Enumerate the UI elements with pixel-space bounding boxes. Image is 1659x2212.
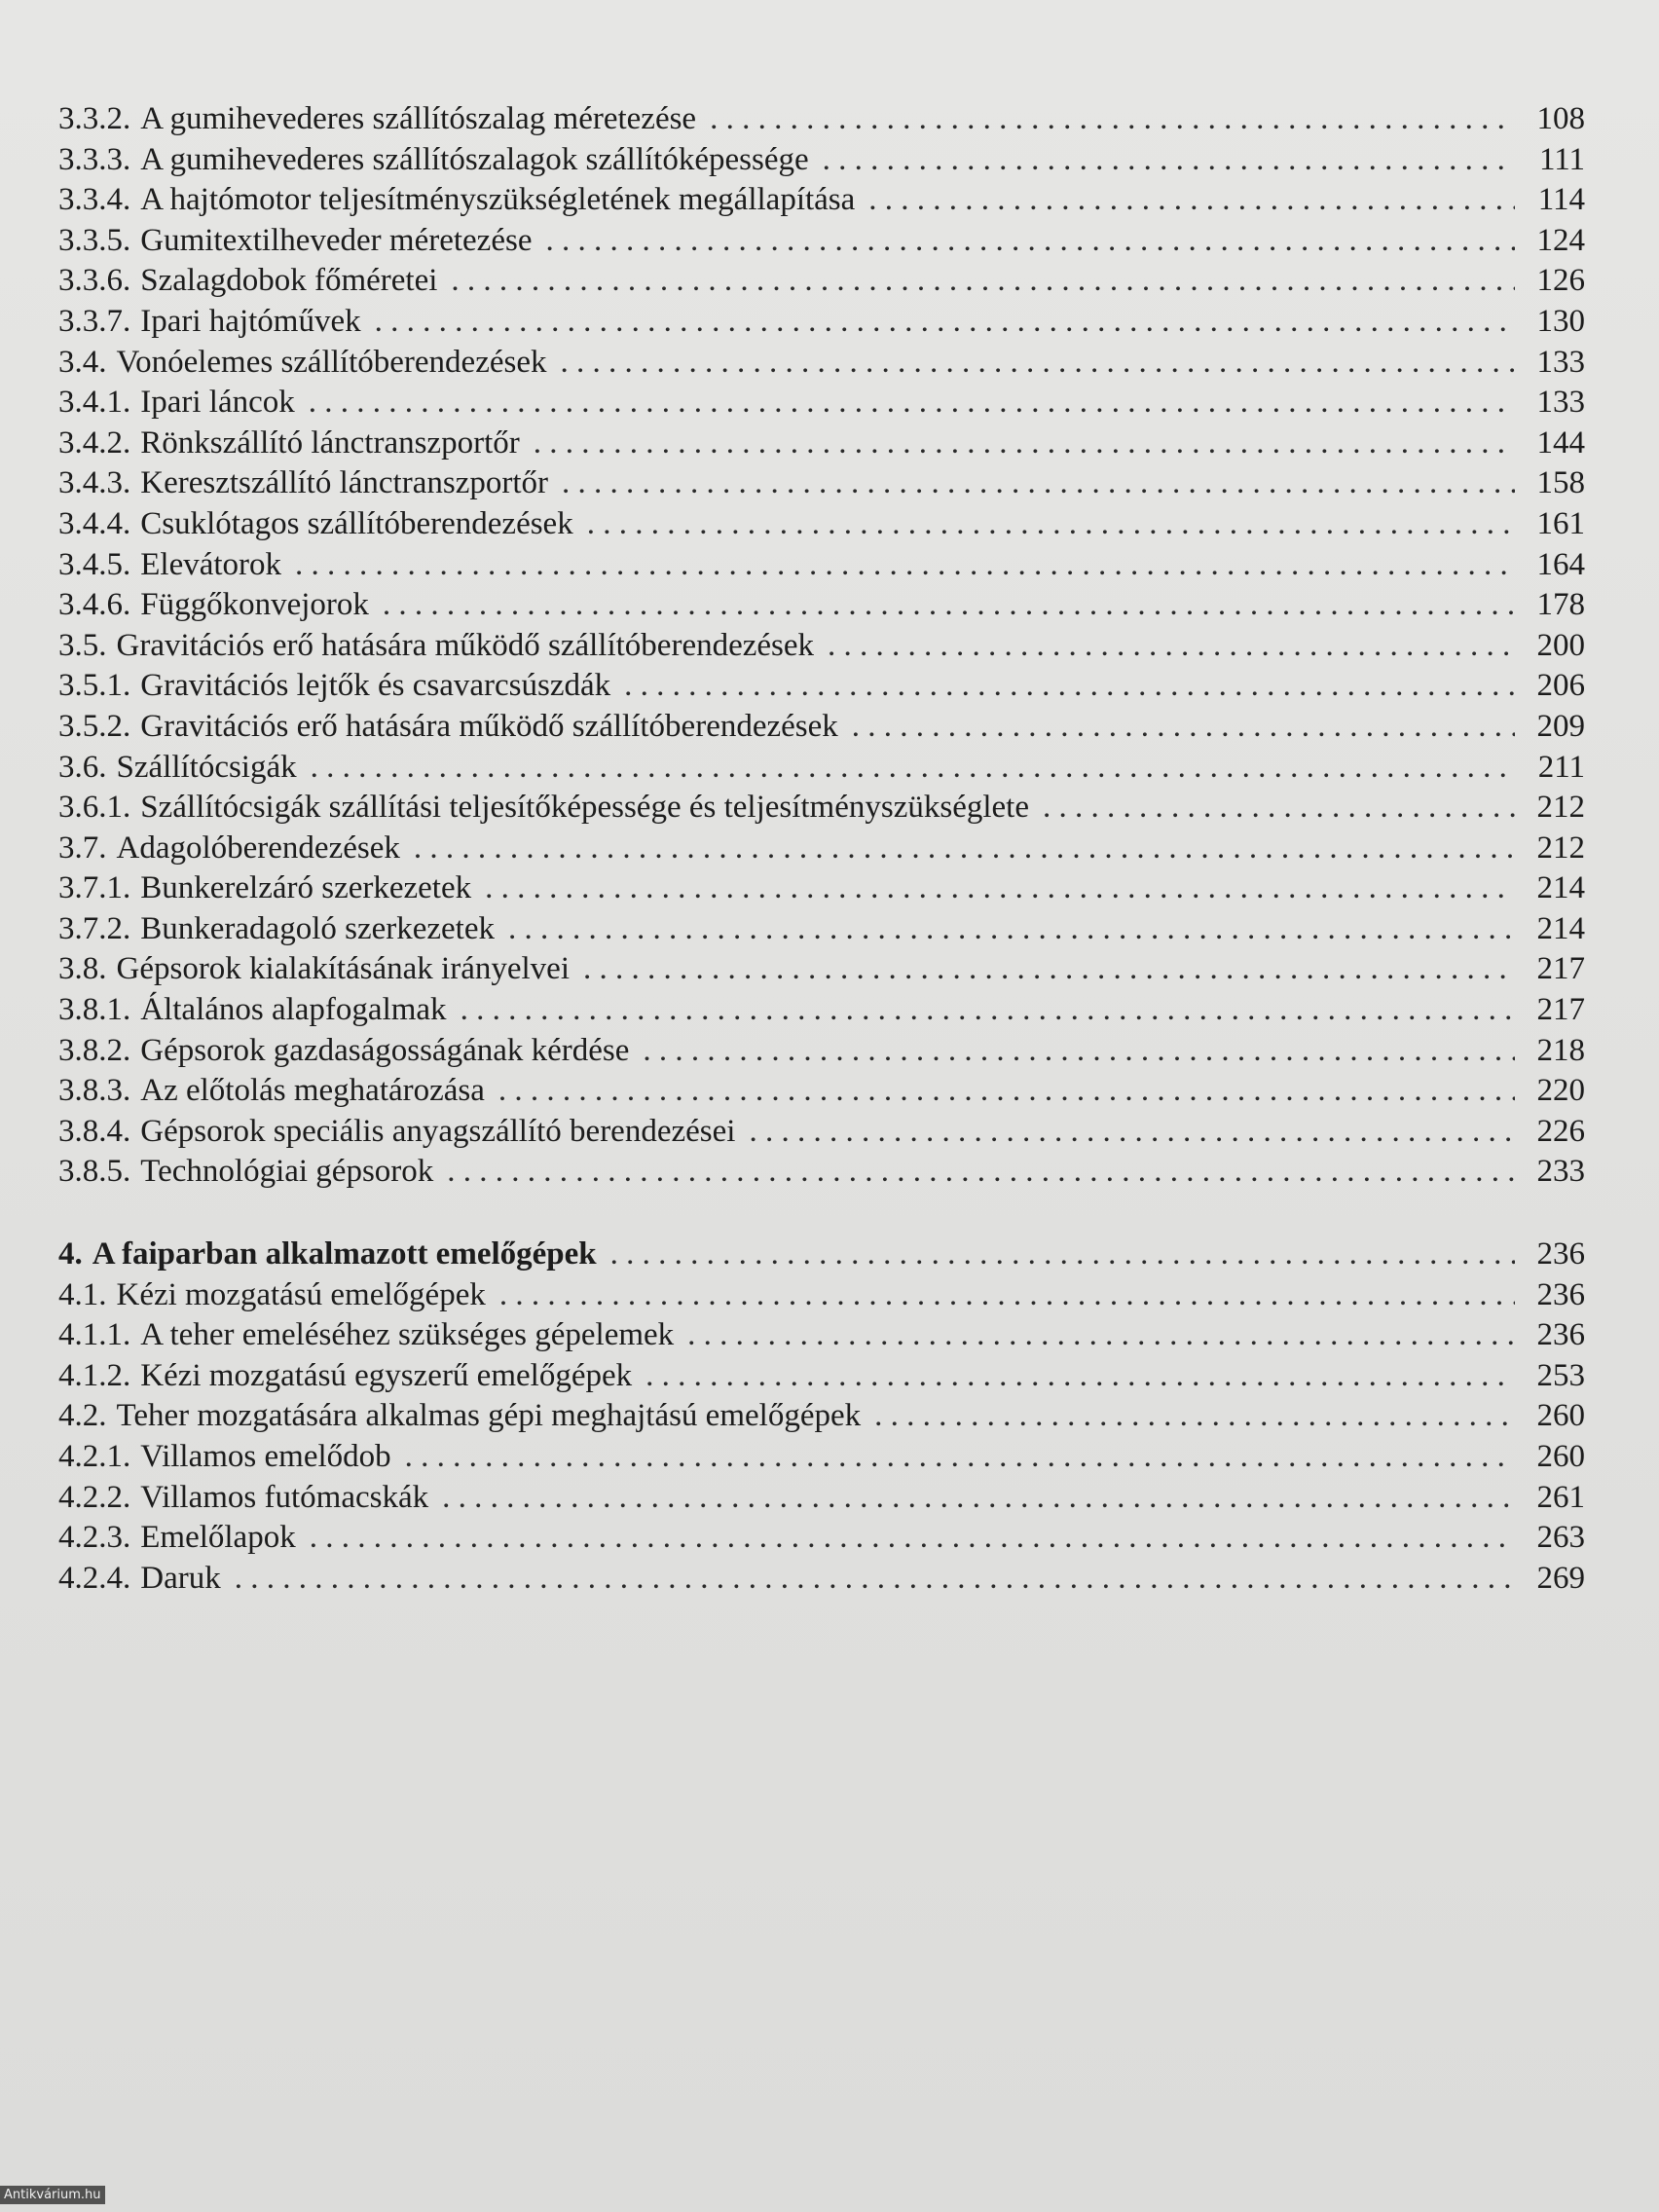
toc-entry-page-number: 158 [1536, 465, 1585, 501]
toc-entry [58, 666, 1585, 707]
dot-leader [498, 1071, 1515, 1112]
toc-entry-title: Villamos emelődob [140, 1439, 391, 1474]
toc-entry-page-number: 206 [1536, 668, 1585, 704]
toc-entry-title: Kézi mozgatású emelőgépek [116, 1276, 486, 1312]
toc-entry-page-number: 263 [1536, 1520, 1585, 1556]
toc-entry-page-number: 200 [1536, 627, 1585, 663]
dot-leader [309, 383, 1515, 424]
toc-entry-number: 3.3.7. [58, 303, 131, 339]
toc-entry-number: 4.2.1. [58, 1439, 131, 1474]
toc-entry [58, 748, 1585, 789]
toc-entry [58, 626, 1585, 667]
toc-entry [58, 1518, 1585, 1559]
toc-entry-number: 3.3.4. [58, 182, 131, 218]
toc-entry [58, 140, 1585, 181]
toc-entry [58, 302, 1585, 343]
toc-entry-number: 3.6.1. [58, 790, 131, 826]
toc-entry [58, 868, 1585, 909]
toc-entry [58, 1478, 1585, 1519]
toc-entry-page-number: 161 [1536, 505, 1585, 541]
toc-entry-number: 4. [58, 1236, 83, 1272]
toc-chapter-entry [58, 1235, 1585, 1275]
toc-entry-number: 3.8.3. [58, 1073, 131, 1109]
toc-entry-title: Bunkeradagoló szerkezetek [140, 910, 495, 946]
dot-leader [414, 829, 1515, 869]
toc-entry-page-number: 217 [1536, 992, 1585, 1028]
toc-entry-number: 3.4.1. [58, 385, 131, 421]
toc-entry-title: Villamos futómacskák [140, 1479, 429, 1515]
dot-leader [485, 868, 1515, 909]
toc-entry-page-number: 211 [1537, 749, 1585, 785]
toc-entry-title: Kézi mozgatású egyszerű emelőgépek [140, 1357, 633, 1393]
toc-entry-number: 4.1.1. [58, 1317, 131, 1353]
toc-entry-title: Ipari hajtóművek [140, 303, 361, 339]
toc-entry-page-number: 253 [1536, 1357, 1585, 1393]
toc-entry-number: 4.1. [58, 1276, 107, 1312]
toc-entry-title: Általános alapfogalmak [140, 992, 447, 1028]
toc-entry [58, 909, 1585, 950]
toc-entry-number: 3.3.2. [58, 101, 131, 136]
dot-leader [534, 424, 1515, 464]
toc-entry-page-number: 220 [1536, 1073, 1585, 1109]
toc-entry-number: 3.7.1. [58, 870, 131, 906]
toc-entry [58, 424, 1585, 464]
toc-entry-number: 4.2.3. [58, 1520, 131, 1556]
toc-entry [58, 949, 1585, 990]
toc-entry-number: 3.8.1. [58, 992, 131, 1028]
toc-entry [58, 585, 1585, 626]
toc-entry-title: A teher emeléséhez szükséges gépelemek [140, 1317, 675, 1353]
toc-entry-number: 3.8.5. [58, 1154, 131, 1190]
toc-entry-title: Szállítócsigák szállítási teljesítőképessége és teljesítményszükséglete [140, 790, 1029, 826]
toc-entry-title: Keresztszállító lánctranszportőr [140, 465, 548, 501]
toc-entry-number: 3.5. [58, 627, 107, 663]
toc-entry [58, 221, 1585, 262]
toc-entry-page-number: 226 [1536, 1113, 1585, 1149]
table-of-contents [58, 99, 1585, 1599]
toc-entry-number: 3.6. [58, 749, 107, 785]
dot-leader [560, 343, 1515, 384]
toc-entry-title: Gravitációs lejtők és csavarcsúszdák [140, 668, 611, 704]
toc-entry [58, 707, 1585, 748]
toc-entry-title: Emelőlapok [140, 1520, 296, 1556]
dot-leader [442, 1478, 1515, 1519]
dot-leader [375, 302, 1515, 343]
toc-entry-number: 3.8.4. [58, 1113, 131, 1149]
toc-entry [58, 463, 1585, 504]
dot-leader [508, 909, 1515, 950]
toc-entry-title: A faiparban alkalmazott emelőgépek [92, 1236, 597, 1272]
toc-entry-page-number: 236 [1536, 1236, 1585, 1272]
toc-entry [58, 1437, 1585, 1478]
toc-entry-title: Bunkerelzáró szerkezetek [140, 870, 472, 906]
toc-entry-page-number: 269 [1536, 1560, 1585, 1596]
toc-entry-page-number: 114 [1537, 182, 1585, 218]
toc-entry-number: 4.1.2. [58, 1357, 131, 1393]
watermark-label: Antikvárium.hu [0, 2186, 105, 2204]
toc-entry-page-number: 144 [1536, 424, 1585, 461]
toc-entry-number: 3.4.6. [58, 587, 131, 623]
toc-entry-title: Gravitációs erő hatására működő szállítóberendezések [116, 627, 815, 663]
toc-entry [58, 545, 1585, 586]
toc-entry-number: 3.7. [58, 830, 107, 866]
toc-entry-title: Rönkszállító lánctranszportőr [140, 424, 520, 461]
toc-entry-number: 4.2.4. [58, 1560, 131, 1596]
toc-entry-page-number: 130 [1536, 303, 1585, 339]
dot-leader [461, 990, 1515, 1031]
toc-entry-page-number: 260 [1536, 1398, 1585, 1434]
toc-entry-page-number: 133 [1536, 385, 1585, 421]
toc-entry-page-number: 233 [1536, 1154, 1585, 1190]
toc-entry-number: 3.3.5. [58, 222, 131, 258]
toc-entry [58, 99, 1585, 140]
dot-leader [852, 707, 1515, 748]
dot-leader [295, 545, 1515, 586]
toc-entry [58, 1396, 1585, 1437]
toc-entry-number: 3.4.5. [58, 546, 131, 582]
toc-entry-title: Függőkonvejorok [140, 587, 369, 623]
dot-leader [311, 748, 1515, 789]
dot-leader [1043, 788, 1515, 829]
toc-entry [58, 383, 1585, 424]
dot-leader [310, 1518, 1515, 1559]
dot-leader [610, 1235, 1515, 1275]
toc-entry-number: 4.2.2. [58, 1479, 131, 1515]
toc-entry-number: 3.3.3. [58, 141, 131, 177]
dot-leader [645, 1356, 1515, 1397]
toc-entry-page-number: 126 [1536, 263, 1585, 299]
toc-entry-page-number: 214 [1536, 870, 1585, 906]
dot-leader [828, 626, 1515, 667]
toc-entry-number: 3.5.2. [58, 708, 131, 744]
toc-entry-title: A hajtómotor teljesítményszükségletének megállapítása [140, 182, 856, 218]
dot-leader [687, 1315, 1515, 1356]
toc-entry-page-number: 260 [1536, 1439, 1585, 1474]
toc-entry-number: 3.4.2. [58, 424, 131, 461]
toc-entry-title: Daruk [140, 1560, 221, 1596]
toc-entry-title: Vonóelemes szállítóberendezések [116, 344, 547, 380]
toc-entry-title: Csuklótagos szállítóberendezések [140, 505, 573, 541]
toc-entry [58, 1559, 1585, 1600]
dot-leader [823, 140, 1515, 181]
toc-entry-title: Gumitextilheveder méretezése [140, 222, 533, 258]
dot-leader [643, 1031, 1515, 1072]
dot-leader [447, 1152, 1515, 1193]
toc-entry-page-number: 124 [1536, 222, 1585, 258]
dot-leader [451, 261, 1515, 302]
toc-entry [58, 788, 1585, 829]
toc-entry-page-number: 108 [1536, 101, 1585, 136]
toc-entry [58, 1275, 1585, 1316]
toc-entry-title: Adagolóberendezések [116, 830, 400, 866]
toc-entry-number: 3.5.1. [58, 668, 131, 704]
toc-entry [58, 180, 1585, 221]
toc-entry-number: 3.4.4. [58, 505, 131, 541]
toc-entry [58, 1031, 1585, 1072]
toc-entry [58, 990, 1585, 1031]
toc-entry [58, 1071, 1585, 1112]
toc-entry [58, 1152, 1585, 1193]
toc-entry-title: Teher mozgatására alkalmas gépi meghajtású emelőgépek [116, 1398, 862, 1434]
toc-entry-number: 3.8. [58, 951, 107, 987]
toc-entry-page-number: 236 [1536, 1317, 1585, 1353]
toc-entry-page-number: 111 [1538, 141, 1585, 177]
toc-entry-page-number: 261 [1536, 1479, 1585, 1515]
dot-leader [749, 1112, 1515, 1153]
dot-leader [583, 949, 1515, 990]
toc-entry [58, 343, 1585, 384]
dot-leader [624, 666, 1515, 707]
toc-entry-number: 3.8.2. [58, 1032, 131, 1068]
dot-leader [710, 99, 1515, 140]
toc-entry-page-number: 218 [1536, 1032, 1585, 1068]
dot-leader [868, 180, 1515, 221]
toc-entry-page-number: 164 [1536, 546, 1585, 582]
toc-entry-title: Technológiai gépsorok [140, 1154, 434, 1190]
toc-entry-number: 3.4.3. [58, 465, 131, 501]
toc-entry-number: 4.2. [58, 1398, 107, 1434]
dot-leader [499, 1275, 1515, 1316]
toc-entry-page-number: 178 [1536, 587, 1585, 623]
dot-leader [587, 504, 1515, 545]
toc-entry-title: A gumihevederes szállítószalagok szállítóképessége [140, 141, 809, 177]
toc-entry-title: Szállítócsigák [116, 749, 297, 785]
toc-entry-page-number: 133 [1536, 344, 1585, 380]
toc-entry-page-number: 209 [1536, 708, 1585, 744]
toc-entry-page-number: 217 [1536, 951, 1585, 987]
dot-leader [235, 1559, 1515, 1600]
toc-entry-title: A gumihevederes szállítószalag méretezése [140, 101, 697, 136]
toc-entry [58, 1356, 1585, 1397]
toc-entry-title: Szalagdobok főméretei [140, 263, 438, 299]
dot-leader [545, 221, 1515, 262]
toc-entry-title: Gépsorok gazdaságosságának kérdése [140, 1032, 630, 1068]
toc-entry-number: 3.3.6. [58, 263, 131, 299]
toc-entry-number: 3.7.2. [58, 910, 131, 946]
toc-entry [58, 1112, 1585, 1153]
toc-entry [58, 829, 1585, 869]
toc-entry-page-number: 212 [1536, 830, 1585, 866]
toc-entry-title: Az előtolás meghatározása [140, 1073, 485, 1109]
dot-leader [383, 585, 1515, 626]
toc-entry-title: Elevátorok [140, 546, 282, 582]
toc-entry-page-number: 212 [1536, 790, 1585, 826]
toc-entry-page-number: 214 [1536, 910, 1585, 946]
toc-entry-page-number: 236 [1536, 1276, 1585, 1312]
toc-entry [58, 1315, 1585, 1356]
toc-entry-title: Gépsorok kialakításának irányelvei [116, 951, 570, 987]
toc-entry [58, 261, 1585, 302]
dot-leader [874, 1396, 1515, 1437]
toc-entry-title: Ipari láncok [140, 385, 295, 421]
toc-entry-number: 3.4. [58, 344, 107, 380]
toc-entry [58, 504, 1585, 545]
dot-leader [405, 1437, 1515, 1478]
dot-leader [562, 463, 1515, 504]
toc-entry-title: Gravitációs erő hatására működő szállítóberendezések [140, 708, 838, 744]
toc-entry-title: Gépsorok speciális anyagszállító berendezései [140, 1113, 736, 1149]
